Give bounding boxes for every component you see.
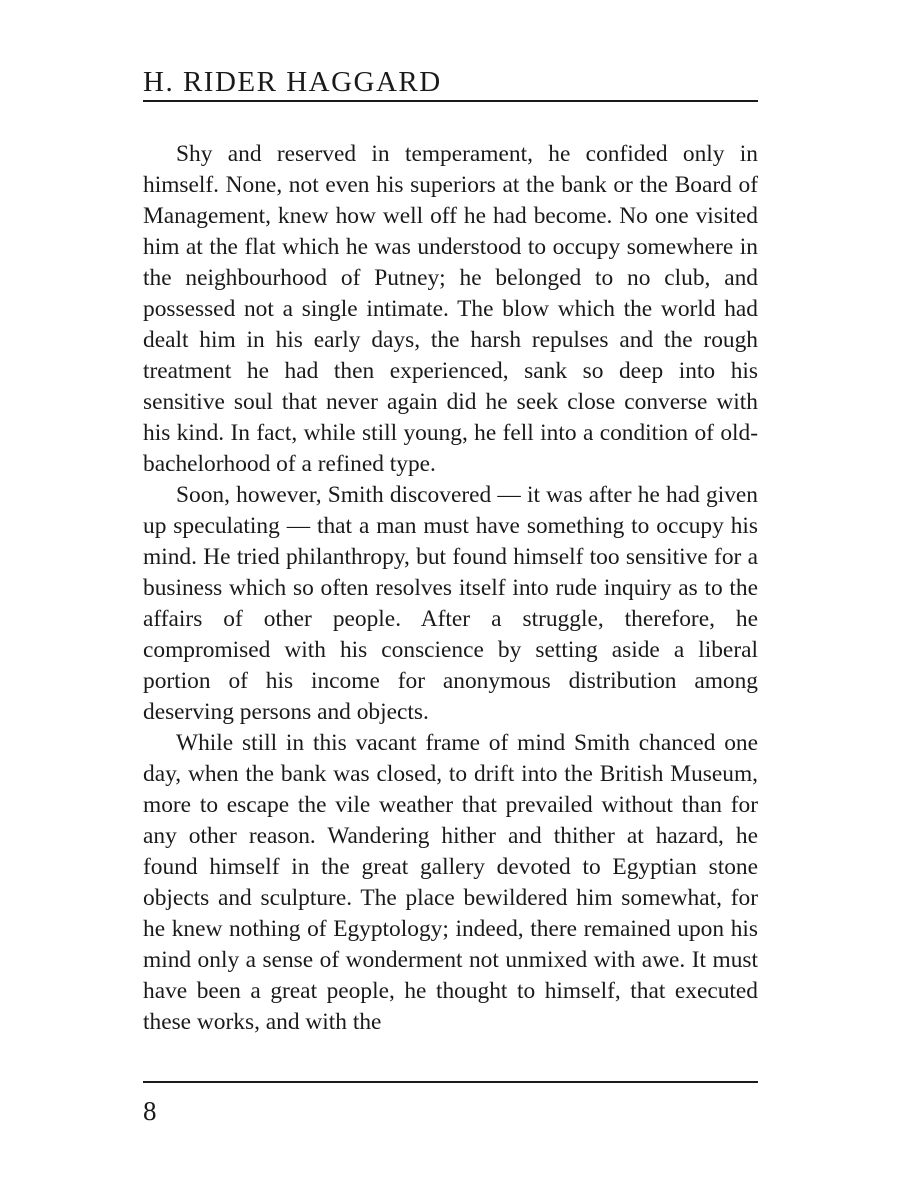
paragraph: Shy and reserved in temperament, he confided only in himself. None, not even his superiors at the bank or the Board of Management, knew how well off he had become. No one visited him at the flat which he was understood to occupy somewhere in the neighbourhood of Putney; he belonged to no club, and possessed not a single intimate. The blow which the world had dealt him in his early days, the harsh repulses and the rough treatment he had then experienced, sank so deep into his sensitive soul that never again did he seek close converse with his kind. In fact, while still young, he fell into a condition of old- bachelorhood of a refined type. xyxy=(143,141,758,477)
paragraph: While still in this vacant frame of mind Smith chanced one day, when the bank was closed, to drift into the British Museum, more to escape the vile weather that prevailed without than for any other reason. Wandering hither and thither at hazard, he found himself in the great gallery devoted to Egyptian stone objects and sculpture. The place bewildered him somewhat, for he knew nothing of Egyptology; indeed, there remained upon his mind only a sense of wonderment not unmixed with awe. It must have been a great people, he thought to himself, that executed these works, and with the xyxy=(143,730,758,1035)
header-rule xyxy=(143,100,758,102)
running-head-title: H. RIDER HAGGARD xyxy=(143,66,442,98)
page-number: 8 xyxy=(143,1096,157,1126)
body-text xyxy=(143,139,758,1038)
footer-rule xyxy=(143,1081,758,1083)
paragraph: Soon, however, Smith discovered — it was after he had given up speculating — that a man must have something to occupy his mind. He tried philanthropy, but found himself too sensitive for a business which so often resolves itself into rude inquiry as to the affairs of other people. After a struggle, therefore, he compromised with his conscience by setting aside a liberal portion of his income for anonymous distribution among deserving persons and objects. xyxy=(143,482,758,725)
